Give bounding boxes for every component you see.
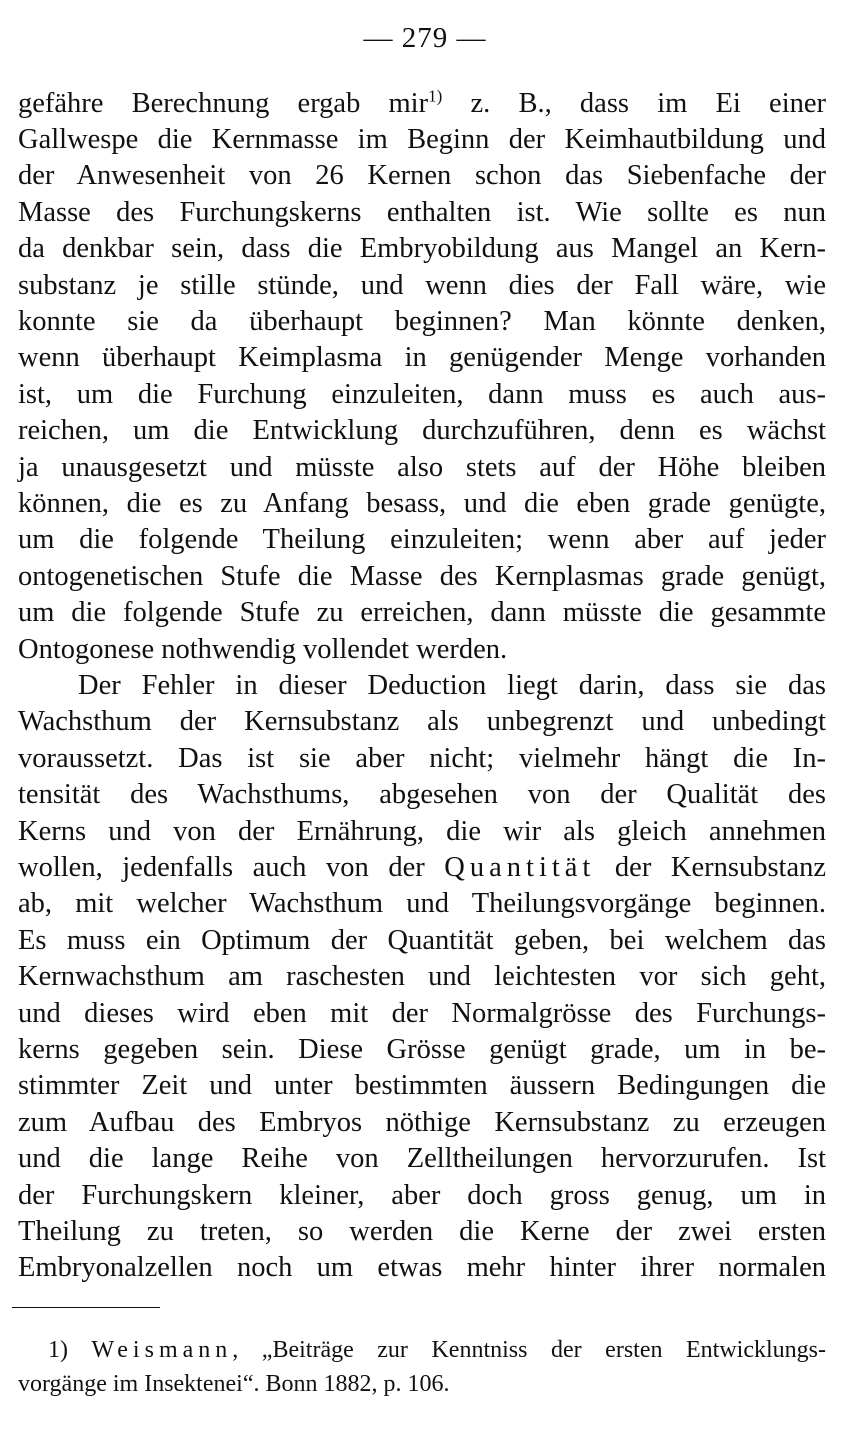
text-line: der Anwesenheit von 26 Kernen schon das Siebenfache der bbox=[18, 160, 826, 191]
text-line: Es muss ein Optimum der Quantität geben, bei welchem das bbox=[18, 925, 826, 956]
footnote-marker: 1) bbox=[48, 1337, 68, 1363]
text-line: substanz je stille stünde, und wenn dies der Fall wäre, wie bbox=[18, 270, 826, 301]
text-line: Ontogonese nothwendig vollendet werden. bbox=[18, 634, 508, 665]
page-number: — 279 — bbox=[363, 22, 487, 54]
text-line: Der Fehler in dieser Deduction liegt darin, dass sie das bbox=[78, 670, 826, 701]
footnote-line: vorgänge im Insektenei“. Bonn 1882, p. 106. bbox=[18, 1371, 450, 1397]
text-line: Theilung zu treten, so werden die Kerne der zwei ersten bbox=[18, 1216, 826, 1247]
text-line: ab, mit welcher Wachsthum und Theilungsvorgänge beginnen. bbox=[18, 888, 826, 919]
text-line: ja unausgesetzt und müsste also stets auf der Höhe bleiben bbox=[18, 452, 826, 483]
text-line: tensität des Wachsthums, abgesehen von der Qualität des bbox=[18, 779, 826, 810]
text-line: da denkbar sein, dass die Embryobildung aus Mangel an Kern- bbox=[18, 233, 826, 264]
text-line: Masse des Furchungskerns enthalten ist. Wie sollte es nun bbox=[18, 197, 826, 228]
text-line: Wachsthum der Kernsubstanz als unbegrenzt und unbedingt bbox=[18, 706, 826, 737]
text-line: Embryonalzellen noch um etwas mehr hinter ihrer normalen bbox=[18, 1252, 826, 1283]
footnote-line: 1) Weismann, „Beiträge zur Kenntniss der ersten Entwicklungs- bbox=[48, 1337, 826, 1363]
text-line: um die folgende Stufe zu erreichen, dann müsste die gesammte bbox=[18, 597, 826, 628]
text-line: Gallwespe die Kernmasse im Beginn der Keimhautbildung und bbox=[18, 124, 826, 155]
text-line: Kernwachsthum am raschesten und leichtesten vor sich geht, bbox=[18, 961, 826, 992]
text-line: und dieses wird eben mit der Normalgrösse des Furchungs- bbox=[18, 998, 826, 1029]
text-line: gefähre Berechnung ergab mir$^{1)}$ z. B., dass im Ei einer bbox=[18, 86, 826, 119]
emphasized-word: Quantität bbox=[444, 852, 596, 883]
text-line: konnte sie da überhaupt beginnen? Man könnte denken, bbox=[18, 306, 826, 337]
text-line: Kerns und von der Ernährung, die wir als gleich annehmen bbox=[18, 816, 826, 847]
text-line: zum Aufbau des Embryos nöthige Kernsubstanz zu erzeugen bbox=[18, 1107, 826, 1138]
text-line: wollen, jedenfalls auch von der Quantität der Kernsubstanz bbox=[18, 852, 827, 883]
text-line: um die folgende Theilung einzuleiten; wenn aber auf jeder bbox=[18, 524, 826, 555]
footnote-reference: 1) bbox=[428, 86, 443, 106]
text-line: können, die es zu Anfang besass, und die eben grade genügte, bbox=[18, 488, 826, 519]
text-line: voraussetzt. Das ist sie aber nicht; vielmehr hängt die In- bbox=[18, 743, 826, 774]
text-line: ontogenetischen Stufe die Masse des Kernplasmas grade genügt, bbox=[18, 561, 826, 592]
footnote-author: Weismann bbox=[91, 1337, 233, 1363]
text-line: kerns gegeben sein. Diese Grösse genügt grade, um in be- bbox=[18, 1034, 826, 1065]
footnote-divider bbox=[12, 1307, 160, 1308]
text-line: stimmter Zeit und unter bestimmten äussern Bedingungen die bbox=[18, 1070, 826, 1101]
text-line: der Furchungskern kleiner, aber doch gross genug, um in bbox=[18, 1180, 826, 1211]
text-line: wenn überhaupt Keimplasma in genügender Menge vorhanden bbox=[18, 342, 826, 373]
text-line: ist, um die Furchung einzuleiten, dann muss es auch aus- bbox=[18, 379, 826, 410]
text-line: und die lange Reihe von Zelltheilungen hervorzurufen. Ist bbox=[18, 1143, 826, 1174]
text-line: reichen, um die Entwicklung durchzuführen, denn es wächst bbox=[18, 415, 826, 446]
